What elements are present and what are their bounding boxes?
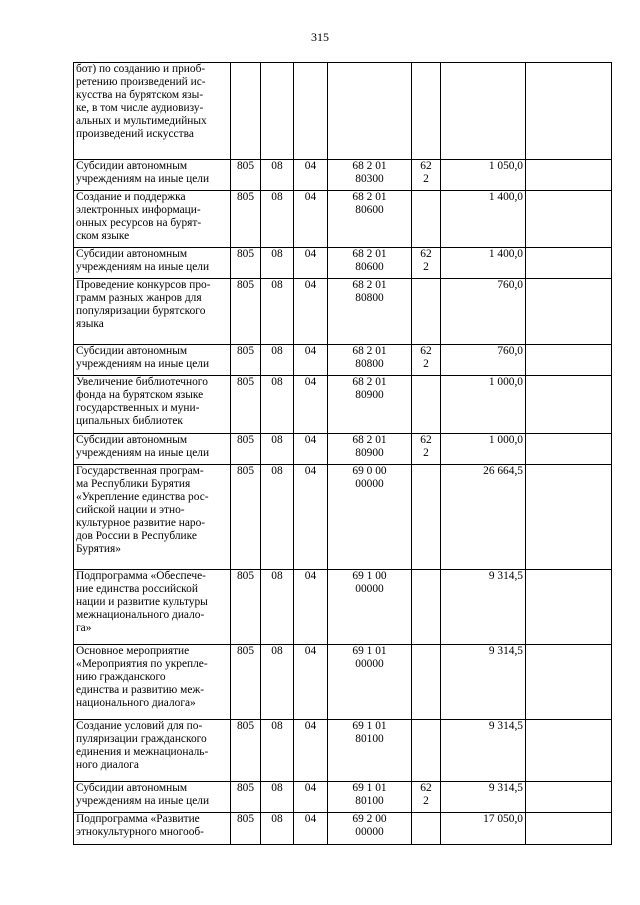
expense-type-cell-text: 62 2: [420, 160, 432, 185]
section-cell: [261, 63, 294, 160]
extra-cell: [526, 248, 612, 279]
row-name-cell-text: Субсидии автономным учреждениям на иные цели: [76, 345, 210, 370]
target-article-cell: [328, 191, 412, 248]
ved-cell: [231, 720, 261, 782]
ved-cell-text: 805: [236, 813, 255, 825]
row-name-cell-text: Субсидии автономным учреждениям на иные цели: [76, 248, 210, 273]
target-article-cell: [328, 279, 412, 345]
subsection-cell-text: 04: [304, 248, 317, 260]
amount-cell-text: 1 400,0: [488, 248, 523, 260]
row-name-cell: [74, 160, 231, 191]
subsection-cell: [294, 248, 328, 279]
expense-type-cell: [412, 279, 441, 345]
section-cell-text: 08: [271, 160, 283, 172]
table-row: [74, 570, 612, 645]
row-name-cell-text: Проведение конкурсов про- грамм разных жанров для популяризации бурятского языка: [76, 279, 211, 330]
table-row: [74, 191, 612, 248]
target-article-cell-text: 68 2 01 80800: [352, 345, 387, 370]
subsection-cell: [294, 434, 328, 465]
row-name-cell-text: Основное мероприятие «Мероприятия по укрепле- нию гражданского единства и развитию меж- национального диалога»: [76, 645, 208, 709]
subsection-cell-text: 04: [304, 720, 317, 732]
row-name-cell: [74, 782, 231, 813]
extra-cell: [526, 813, 612, 845]
ved-cell: [231, 570, 261, 645]
extra-cell: [526, 720, 612, 782]
ved-cell: [231, 813, 261, 845]
amount-cell-text: 26 664,5: [483, 465, 523, 477]
ved-cell: [231, 160, 261, 191]
target-article-cell: [328, 465, 412, 570]
section-cell: [261, 376, 294, 434]
amount-cell: [441, 376, 526, 434]
section-cell: [261, 570, 294, 645]
amount-cell-text: 1 000,0: [488, 376, 523, 388]
target-article-cell-text: 68 2 01 80800: [352, 279, 387, 304]
section-cell-text: 08: [271, 645, 283, 657]
row-name-cell: [74, 191, 231, 248]
target-article-cell: [328, 570, 412, 645]
expense-type-cell: [412, 63, 441, 160]
target-article-cell-text: 69 1 00 00000: [352, 570, 387, 595]
target-article-cell: [328, 63, 412, 160]
budget-table: [73, 62, 612, 845]
amount-cell-text: 760,0: [497, 345, 523, 357]
table-row: [74, 782, 612, 813]
table-row: [74, 434, 612, 465]
expense-type-cell: [412, 570, 441, 645]
subsection-cell: [294, 345, 328, 376]
target-article-cell: [328, 345, 412, 376]
table-row: [74, 345, 612, 376]
amount-cell: [441, 465, 526, 570]
table-row: [74, 720, 612, 782]
section-cell-text: 08: [271, 570, 283, 582]
extra-cell: [526, 434, 612, 465]
row-name-cell: [74, 345, 231, 376]
section-cell: [261, 345, 294, 376]
amount-cell: [441, 813, 526, 845]
subsection-cell-text: 04: [304, 345, 317, 357]
table-row: [74, 63, 612, 160]
ved-cell-text: 805: [236, 248, 255, 260]
section-cell: [261, 782, 294, 813]
target-article-cell-text: 68 2 01 80600: [352, 248, 387, 273]
target-article-cell: [328, 160, 412, 191]
amount-cell: [441, 160, 526, 191]
ved-cell-text: 805: [236, 720, 255, 732]
row-name-cell-text: Создание условий для по- пуляризации гражданского единения и межнациональ- ного диалога: [76, 720, 209, 771]
ved-cell: [231, 191, 261, 248]
ved-cell-text: 805: [236, 160, 255, 172]
extra-cell: [526, 376, 612, 434]
ved-cell: [231, 376, 261, 434]
subsection-cell: [294, 720, 328, 782]
expense-type-cell-text: 62 2: [420, 345, 432, 370]
row-name-cell: [74, 645, 231, 720]
amount-cell-text: 1 050,0: [488, 160, 523, 172]
ved-cell-text: 805: [236, 570, 255, 582]
row-name-cell: [74, 63, 231, 160]
ved-cell: [231, 63, 261, 160]
target-article-cell-text: 68 2 01 80300: [352, 160, 387, 185]
ved-cell-text: 805: [236, 191, 255, 203]
subsection-cell-text: 04: [304, 570, 317, 582]
ved-cell: [231, 345, 261, 376]
target-article-cell-text: 69 2 00 00000: [352, 813, 387, 838]
subsection-cell-text: 04: [304, 434, 317, 446]
ved-cell: [231, 782, 261, 813]
extra-cell: [526, 570, 612, 645]
section-cell-text: 08: [271, 191, 283, 203]
expense-type-cell-text: 62 2: [420, 782, 432, 807]
section-cell: [261, 279, 294, 345]
row-name-cell-text: Увеличение библиотечного фонда на бурятском языке государственных и муни- ципальных библиотек: [76, 376, 208, 427]
ved-cell: [231, 279, 261, 345]
subsection-cell-text: 04: [304, 279, 317, 291]
section-cell: [261, 434, 294, 465]
subsection-cell: [294, 160, 328, 191]
table-row: [74, 160, 612, 191]
target-article-cell-text: 69 1 01 80100: [352, 720, 387, 745]
row-name-cell-text: Создание и поддержка электронных информаци- онных ресурсов на бурят- ском языке: [76, 191, 202, 242]
ved-cell: [231, 645, 261, 720]
ved-cell: [231, 248, 261, 279]
row-name-cell-text: Субсидии автономным учреждениям на иные цели: [76, 434, 210, 459]
amount-cell-text: 9 314,5: [488, 645, 523, 657]
subsection-cell: [294, 782, 328, 813]
row-name-cell: [74, 434, 231, 465]
subsection-cell: [294, 279, 328, 345]
subsection-cell-text: 04: [304, 376, 317, 388]
expense-type-cell: [412, 345, 441, 376]
amount-cell: [441, 248, 526, 279]
row-name-cell-text: бот) по созданию и приоб- ретению произведений ис- кусства на бурятском язы- ке, в том числе аудиовизу- альных и мультимедийных произведений искусства: [76, 63, 207, 140]
expense-type-cell: [412, 248, 441, 279]
row-name-cell-text: Подпрограмма «Развитие этнокультурного многооб-: [76, 813, 204, 838]
table-row: [74, 279, 612, 345]
extra-cell: [526, 160, 612, 191]
section-cell: [261, 465, 294, 570]
subsection-cell-text: 04: [304, 191, 317, 203]
amount-cell: [441, 191, 526, 248]
amount-cell-text: 1 000,0: [488, 434, 523, 446]
ved-cell-text: 805: [236, 434, 255, 446]
row-name-cell: [74, 570, 231, 645]
section-cell-text: 08: [271, 720, 283, 732]
amount-cell-text: 9 314,5: [488, 720, 523, 732]
ved-cell: [231, 434, 261, 465]
subsection-cell: [294, 465, 328, 570]
target-article-cell: [328, 813, 412, 845]
target-article-cell: [328, 782, 412, 813]
section-cell: [261, 720, 294, 782]
section-cell-text: 08: [271, 813, 283, 825]
amount-cell-text: 760,0: [497, 279, 523, 291]
ved-cell-text: 805: [236, 279, 255, 291]
table-row: [74, 376, 612, 434]
amount-cell-text: 9 314,5: [488, 782, 523, 794]
page-number: 315: [311, 30, 329, 44]
amount-cell: [441, 434, 526, 465]
amount-cell: [441, 63, 526, 160]
extra-cell: [526, 279, 612, 345]
section-cell-text: 08: [271, 279, 283, 291]
target-article-cell: [328, 434, 412, 465]
expense-type-cell: [412, 782, 441, 813]
row-name-cell-text: Государственная програм- ма Республики Бурятия «Укрепление единства рос- сийской нации и этно- культурное развитие наро- дов России в Республике Бурятия»: [76, 465, 209, 555]
expense-type-cell: [412, 434, 441, 465]
expense-type-cell-text: 62 2: [420, 434, 432, 459]
amount-cell-text: 17 050,0: [483, 813, 523, 825]
row-name-cell: [74, 376, 231, 434]
subsection-cell-text: 04: [304, 813, 317, 825]
table-row: [74, 248, 612, 279]
section-cell: [261, 813, 294, 845]
target-article-cell-text: 68 2 01 80900: [352, 434, 387, 459]
amount-cell-text: 1 400,0: [488, 191, 523, 203]
target-article-cell-text: 69 0 00 00000: [352, 465, 387, 490]
target-article-cell-text: 68 2 01 80600: [352, 191, 387, 216]
subsection-cell: [294, 813, 328, 845]
subsection-cell-text: 04: [304, 645, 317, 657]
ved-cell-text: 805: [236, 645, 255, 657]
section-cell-text: 08: [271, 376, 283, 388]
extra-cell: [526, 645, 612, 720]
target-article-cell: [328, 248, 412, 279]
target-article-cell: [328, 376, 412, 434]
ved-cell-text: 805: [236, 345, 255, 357]
target-article-cell-text: 69 1 01 00000: [352, 645, 387, 670]
row-name-cell-text: Субсидии автономным учреждениям на иные цели: [76, 160, 210, 185]
section-cell: [261, 645, 294, 720]
subsection-cell: [294, 376, 328, 434]
section-cell: [261, 160, 294, 191]
row-name-cell: [74, 465, 231, 570]
amount-cell: [441, 279, 526, 345]
subsection-cell-text: 04: [304, 782, 317, 794]
target-article-cell: [328, 720, 412, 782]
ved-cell-text: 805: [236, 465, 255, 477]
subsection-cell: [294, 570, 328, 645]
table-row: [74, 645, 612, 720]
section-cell-text: 08: [271, 248, 283, 260]
subsection-cell-text: 04: [304, 465, 317, 477]
expense-type-cell-text: 62 2: [420, 248, 432, 273]
table-row: [74, 813, 612, 845]
extra-cell: [526, 782, 612, 813]
section-cell-text: 08: [271, 345, 283, 357]
expense-type-cell: [412, 376, 441, 434]
row-name-cell-text: Подпрограмма «Обеспече- ние единства российской нации и развитие культуры межнационального диало- га»: [76, 570, 208, 634]
row-name-cell: [74, 248, 231, 279]
row-name-cell: [74, 279, 231, 345]
amount-cell-text: 9 314,5: [488, 570, 523, 582]
section-cell: [261, 248, 294, 279]
section-cell: [261, 191, 294, 248]
section-cell-text: 08: [271, 434, 283, 446]
amount-cell: [441, 345, 526, 376]
extra-cell: [526, 345, 612, 376]
ved-cell-text: 805: [236, 376, 255, 388]
expense-type-cell: [412, 160, 441, 191]
ved-cell: [231, 465, 261, 570]
subsection-cell-text: 04: [304, 160, 317, 172]
table-row: [74, 465, 612, 570]
amount-cell: [441, 720, 526, 782]
extra-cell: [526, 191, 612, 248]
expense-type-cell: [412, 645, 441, 720]
expense-type-cell: [412, 191, 441, 248]
subsection-cell: [294, 63, 328, 160]
amount-cell: [441, 570, 526, 645]
amount-cell: [441, 782, 526, 813]
row-name-cell: [74, 720, 231, 782]
amount-cell: [441, 645, 526, 720]
table-body: [74, 63, 612, 845]
target-article-cell-text: 69 1 01 80100: [352, 782, 387, 807]
ved-cell-text: 805: [236, 782, 255, 794]
section-cell-text: 08: [271, 465, 283, 477]
extra-cell: [526, 63, 612, 160]
extra-cell: [526, 465, 612, 570]
target-article-cell-text: 68 2 01 80900: [352, 376, 387, 401]
row-name-cell-text: Субсидии автономным учреждениям на иные цели: [76, 782, 210, 807]
target-article-cell: [328, 645, 412, 720]
expense-type-cell: [412, 465, 441, 570]
subsection-cell: [294, 645, 328, 720]
expense-type-cell: [412, 813, 441, 845]
subsection-cell: [294, 191, 328, 248]
expense-type-cell: [412, 720, 441, 782]
section-cell-text: 08: [271, 782, 283, 794]
row-name-cell: [74, 813, 231, 845]
